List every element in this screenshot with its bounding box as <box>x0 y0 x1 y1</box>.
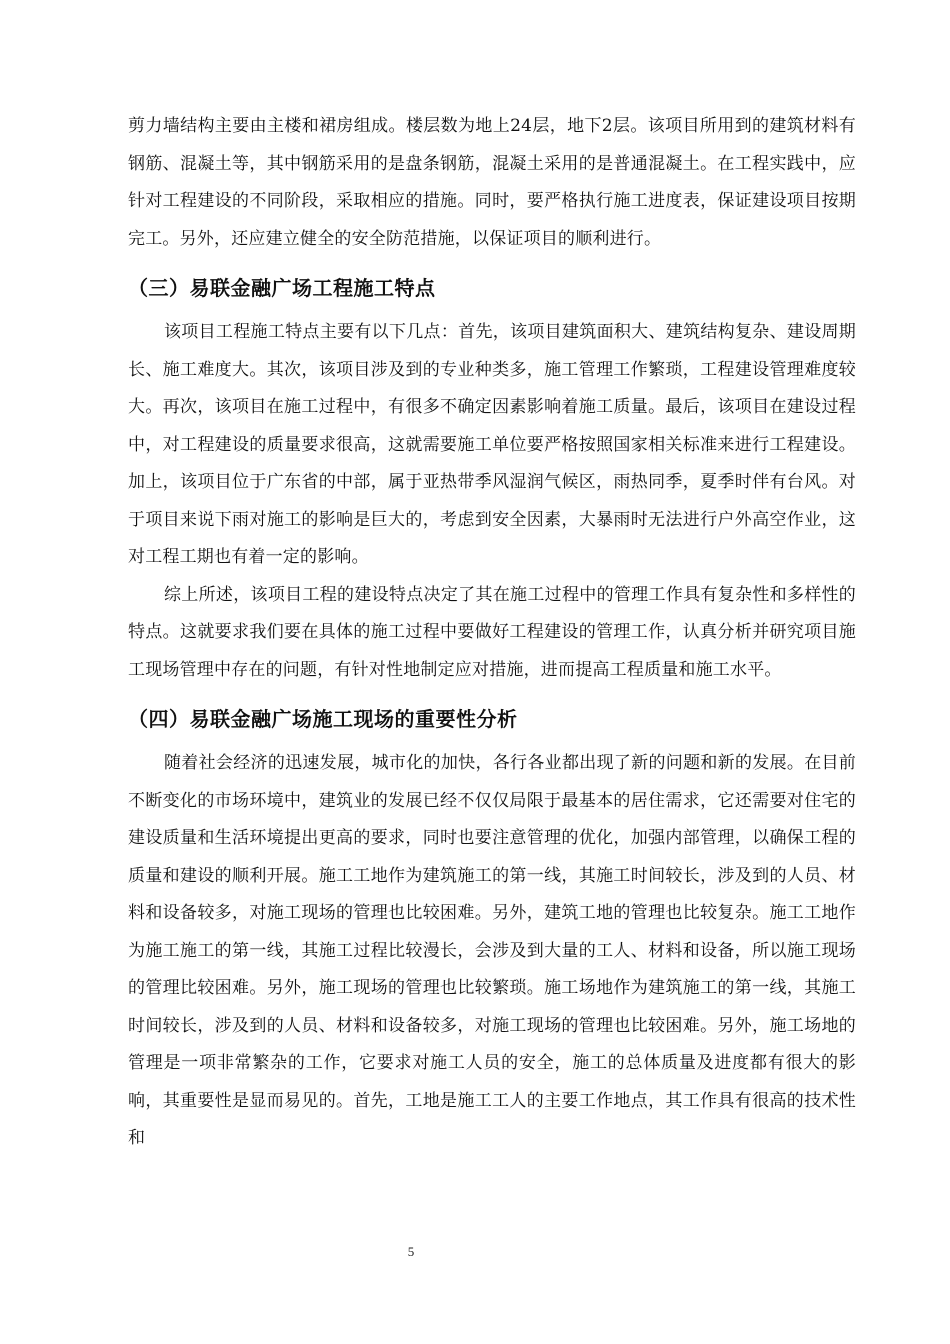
page-number: 5 <box>407 1244 415 1259</box>
paragraph-site-importance: 随着社会经济的迅速发展，城市化的加快，各行各业都出现了新的问题和新的发展。在目前不断变化的市场环境中，建筑业的发展已经不仅仅局限于最基本的居住需求，它还需要对住宅的建设质量和生活环境提出更高的要求，同时也要注意管理的优化，加强内部管理，以确保工程的质量和建设的顺利开展。施工工地作为建筑施工的第一线，其施工时间较长，涉及到的人员、材料和设备较多，对施工现场的管理也比较困难。另外，建筑工地的管理也比较复杂。施工工地作为施工施工的第一线，其施工过程比较漫长，会涉及到大量的工人、材料和设备，所以施工现场的管理比较困难。另外，施工现场的管理也比较繁琐。施工场地作为建筑施工的第一线，其施工时间较长，涉及到的人员、材料和设备较多，对施工现场的管理也比较困难。另外，施工场地的管理是一项非常繁杂的工作，它要求对施工人员的安全，施工的总体质量及进度都有很大的影响，其重要性是显而易见的。首先，工地是施工工人的主要工作地点，其工作具有很高的技术性和 <box>128 753 856 1148</box>
section-heading-construction-features: （三）易联金融广场工程施工特点 <box>128 276 436 300</box>
section-heading-site-importance: （四）易联金融广场施工现场的重要性分析 <box>128 707 518 731</box>
paragraph-project-materials: 剪力墙结构主要由主楼和裙房组成。楼层数为地上24层，地下2层。该项目所用到的建筑材料有钢筋、混凝土等，其中钢筋采用的是盘条钢筋，混凝土采用的是普通混凝土。在工程实践中，应针对工程建设的不同阶段，采取相应的措施。同时，要严格执行施工进度表，保证建设项目按期完工。另外，还应建立健全的安全防范措施，以保证项目的顺利进行。 <box>128 116 856 249</box>
paragraph-summary: 综上所述，该项目工程的建设特点决定了其在施工过程中的管理工作具有复杂性和多样性的特点。这就要求我们要在具体的施工过程中要做好工程建设的管理工作，认真分析并研究项目施工现场管理中存在的问题，有针对性地制定应对措施，进而提高工程质量和施工水平。 <box>128 584 856 680</box>
paragraph-construction-features: 该项目工程施工特点主要有以下几点：首先，该项目建筑面积大、建筑结构复杂、建设周期长、施工难度大。其次，该项目涉及到的专业种类多，施工管理工作繁琐，工程建设管理难度较大。再次，该项目在施工过程中，有很多不确定因素影响着施工质量。最后，该项目在建设过程中，对工程建设的质量要求很高，这就需要施工单位要严格按照国家相关标准来进行工程建设。加上，该项目位于广东省的中部，属于亚热带季风湿润气候区，雨热同季，夏季时伴有台风。对于项目来说下雨对施工的影响是巨大的，考虑到安全因素，大暴雨时无法进行户外高空作业，这对工程工期也有着一定的影响。 <box>128 322 856 567</box>
page-body <box>128 108 856 1158</box>
